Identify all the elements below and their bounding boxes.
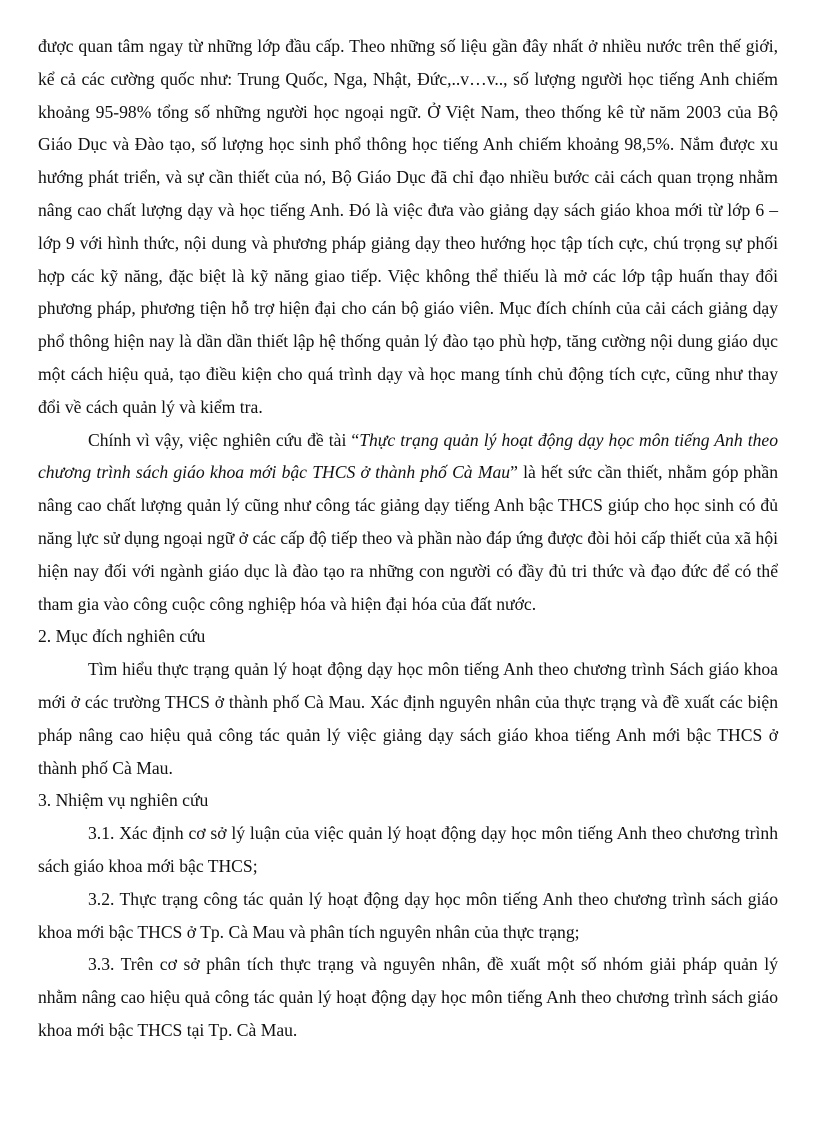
topic-title: Thực trạng quản lý hoạt động dạy học môn tiếng Anh theo chương trình sách giáo khoa mới bậc THCS ở thành phố Cà Mau (38, 429, 778, 483)
rationale-paragraph (38, 424, 778, 621)
section-2-body: Tìm hiểu thực trạng quản lý hoạt động dạy học môn tiếng Anh theo chương trình Sách giáo khoa mới ở các trường THCS ở thành phố Cà Mau. Xác định nguyên nhân của thực trạng và đề xuất các biện pháp nâng cao hiệu quả công tác quản lý việc giảng dạy sách giáo khoa tiếng Anh mới bậc THCS ở thành phố Cà Mau. (38, 659, 778, 778)
task-item-3-1: 3.1. Xác định cơ sở lý luận của việc quản lý hoạt động dạy học môn tiếng Anh theo chương trình sách giáo khoa mới bậc THCS; (38, 823, 778, 876)
task-item-3-2: 3.2. Thực trạng công tác quản lý hoạt động dạy học môn tiếng Anh theo chương trình sách giáo khoa mới bậc THCS ở Tp. Cà Mau và phân tích nguyên nhân của thực trạng; (38, 888, 778, 942)
section-3-heading: 3. Nhiệm vụ nghiên cứu (38, 790, 209, 811)
task-item-3-3: 3.3. Trên cơ sở phân tích thực trạng và nguyên nhân, đề xuất một số nhóm giải pháp quản lý nhằm nâng cao hiệu quả công tác quản lý hoạt động dạy học môn tiếng Anh theo chương trình sách giáo khoa mới bậc THCS tại Tp. Cà Mau. (38, 954, 778, 1040)
rationale-prefix: Chính vì vậy, việc nghiên cứu đề tài “ (88, 429, 360, 450)
document-page (38, 30, 778, 1047)
intro-paragraph: được quan tâm ngay từ những lớp đầu cấp. Theo những số liệu gần đây nhất ở nhiều nước trên thế giới, kể cả các cường quốc như: Trung Quốc, Nga, Nhật, Đức,..v…v.., số lượng người học tiếng Anh chiếm khoảng 95-98% tổng số những người học ngoại ngữ. Ở Việt Nam, theo thống kê từ năm 2003 của Bộ Giáo Dục và Đào tạo, số lượng học sinh phổ thông học tiếng Anh chiếm khoảng 98,5%. Nắm được xu hướng phát triển, và sự cần thiết của nó, Bộ Giáo Dục đã chỉ đạo nhiều bước cải cách quan trọng nhằm nâng cao chất lượng dạy và học tiếng Anh. Đó là việc đưa vào giảng dạy sách giáo khoa mới từ lớp 6 – lớp 9 với hình thức, nội dung và phương pháp giảng dạy theo hướng học tập tích cực, chú trọng sự phối hợp các kỹ năng, đặc biệt là kỹ năng giao tiếp. Việc không thể thiếu là mở các lớp tập huấn thay đổi phương pháp, phương tiện hỗ trợ hiện đại cho cán bộ giáo viên. Mục đích chính của cải cách giảng dạy phổ thông hiện nay là dần dần thiết lập hệ thống quản lý đào tạo phù hợp, tăng cường nội dung giáo dục một cách hiệu quả, tạo điều kiện cho quá trình dạy và học mang tính chủ động tích cực, cũng như thay đổi về cách quản lý và kiểm tra. (38, 36, 778, 417)
section-2-heading: 2. Mục đích nghiên cứu (38, 626, 206, 647)
rationale-suffix: ” là hết sức cần thiết, nhằm góp phần nâng cao chất lượng quản lý cũng như công tác giảng dạy tiếng Anh bậc THCS giúp cho học sinh có đủ năng lực sử dụng ngoại ngữ ở các cấp độ tiếp theo và phần nào đáp ứng được đòi hỏi cấp thiết của xã hội hiện nay đối với ngành giáo dục là đào tạo ra những con người có đầy đủ tri thức và đạo đức để có thể tham gia vào công cuộc công nghiệp hóa và hiện đại hóa của đất nước. (38, 462, 778, 614)
